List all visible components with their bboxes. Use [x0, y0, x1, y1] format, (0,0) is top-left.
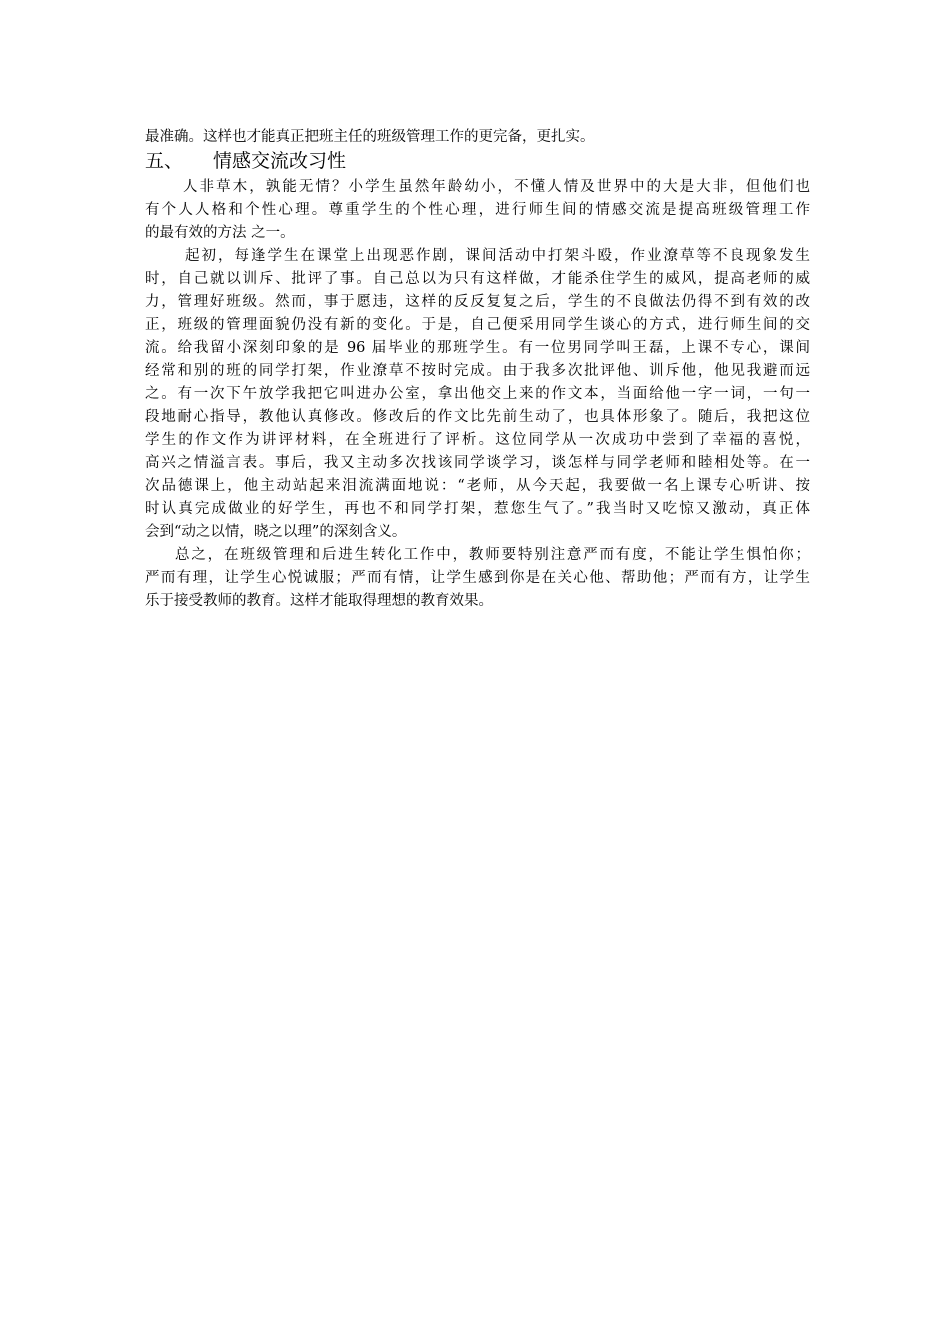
paragraph-line: 经常和别的班的同学打架，作业潦草不按时完成。由于我多次批评他、训斥他，他见我避而远	[145, 363, 810, 379]
section-title: 情感交流改习性	[213, 150, 347, 172]
paragraph-line: 有个人人格和个性心理。尊重学生的个性心理，进行师生间的情感交流是提高班级管理工作	[145, 202, 810, 218]
paragraph-line: 学生的作文作为讲评材料，在全班进行了评析。这位同学从一次成功中尝到了幸福的喜悦，	[145, 432, 810, 448]
paragraph-line: 乐于接受教师的教育。这样才能取得理想的教育效果。	[145, 593, 493, 609]
paragraph-line: 总之，在班级管理和后进生转化工作中，教师要特别注意严而有度，不能让学生惧怕你；	[175, 547, 810, 563]
paragraph-line: 时认真完成做业的好学生，再也不和同学打架，惹您生气了。”我当时又吃惊又激动，真正体	[145, 501, 810, 517]
paragraph-line: 正，班级的管理面貌仍没有新的变化。于是，自己便采用同学生谈心的方式，进行师生间的交	[145, 317, 810, 333]
section-number: 五、	[145, 150, 184, 172]
paragraph-line: 时，自己就以训斥、批评了事。自己总以为只有这样做，才能杀住学生的威风，提高老师的威	[145, 271, 810, 287]
document-body	[145, 126, 810, 613]
paragraph-1	[145, 176, 810, 245]
paragraph-line: 力，管理好班级。然而，事于愿违，这样的反反复复之后，学生的不良做法仍得不到有效的改	[145, 294, 810, 310]
paragraph-line: 的最有效的方法 之一。	[145, 225, 295, 241]
paragraph-2	[145, 245, 810, 544]
paragraph-line: 起初，每逢学生在课堂上出现恶作剧，课间活动中打架斗殴，作业潦草等不良现象发生	[185, 248, 810, 264]
section-heading	[145, 147, 810, 175]
paragraph-line: 流。给我留小深刻印象的是 96 届毕业的那班学生。有一位男同学叫王磊，上课不专心，课间	[145, 340, 810, 356]
intro-line: 最准确。这样也才能真正把班主任的班级管理工作的更完备，更扎实。	[145, 129, 595, 145]
paragraph-line: 之。有一次下午放学我把它叫进办公室，拿出他交上来的作文本，当面给他一字一词，一句一	[145, 386, 810, 402]
paragraph-line: 严而有理，让学生心悦诚服；严而有情，让学生感到你是在关心他、帮助他；严而有方，让学生	[145, 570, 810, 586]
paragraph-line: 人非草木，孰能无情？小学生虽然年龄幼小，不懂人情及世界中的大是大非，但他们也	[183, 179, 810, 195]
paragraph-line: 高兴之情溢言表。事后，我又主动多次找该同学谈学习，谈怎样与同学老师和睦相处等。在一	[145, 455, 810, 471]
paragraph-line: 段地耐心指导，教他认真修改。修改后的作文比先前生动了，也具体形象了。随后，我把这位	[145, 409, 810, 425]
paragraph-line: 次品德课上，他主动站起来泪流满面地说：“老师，从今天起，我要做一名上课专心听讲、按	[145, 478, 810, 494]
paragraph-3	[145, 544, 810, 613]
paragraph-line: 会到“动之以情，晓之以理”的深刻含义。	[145, 524, 407, 540]
